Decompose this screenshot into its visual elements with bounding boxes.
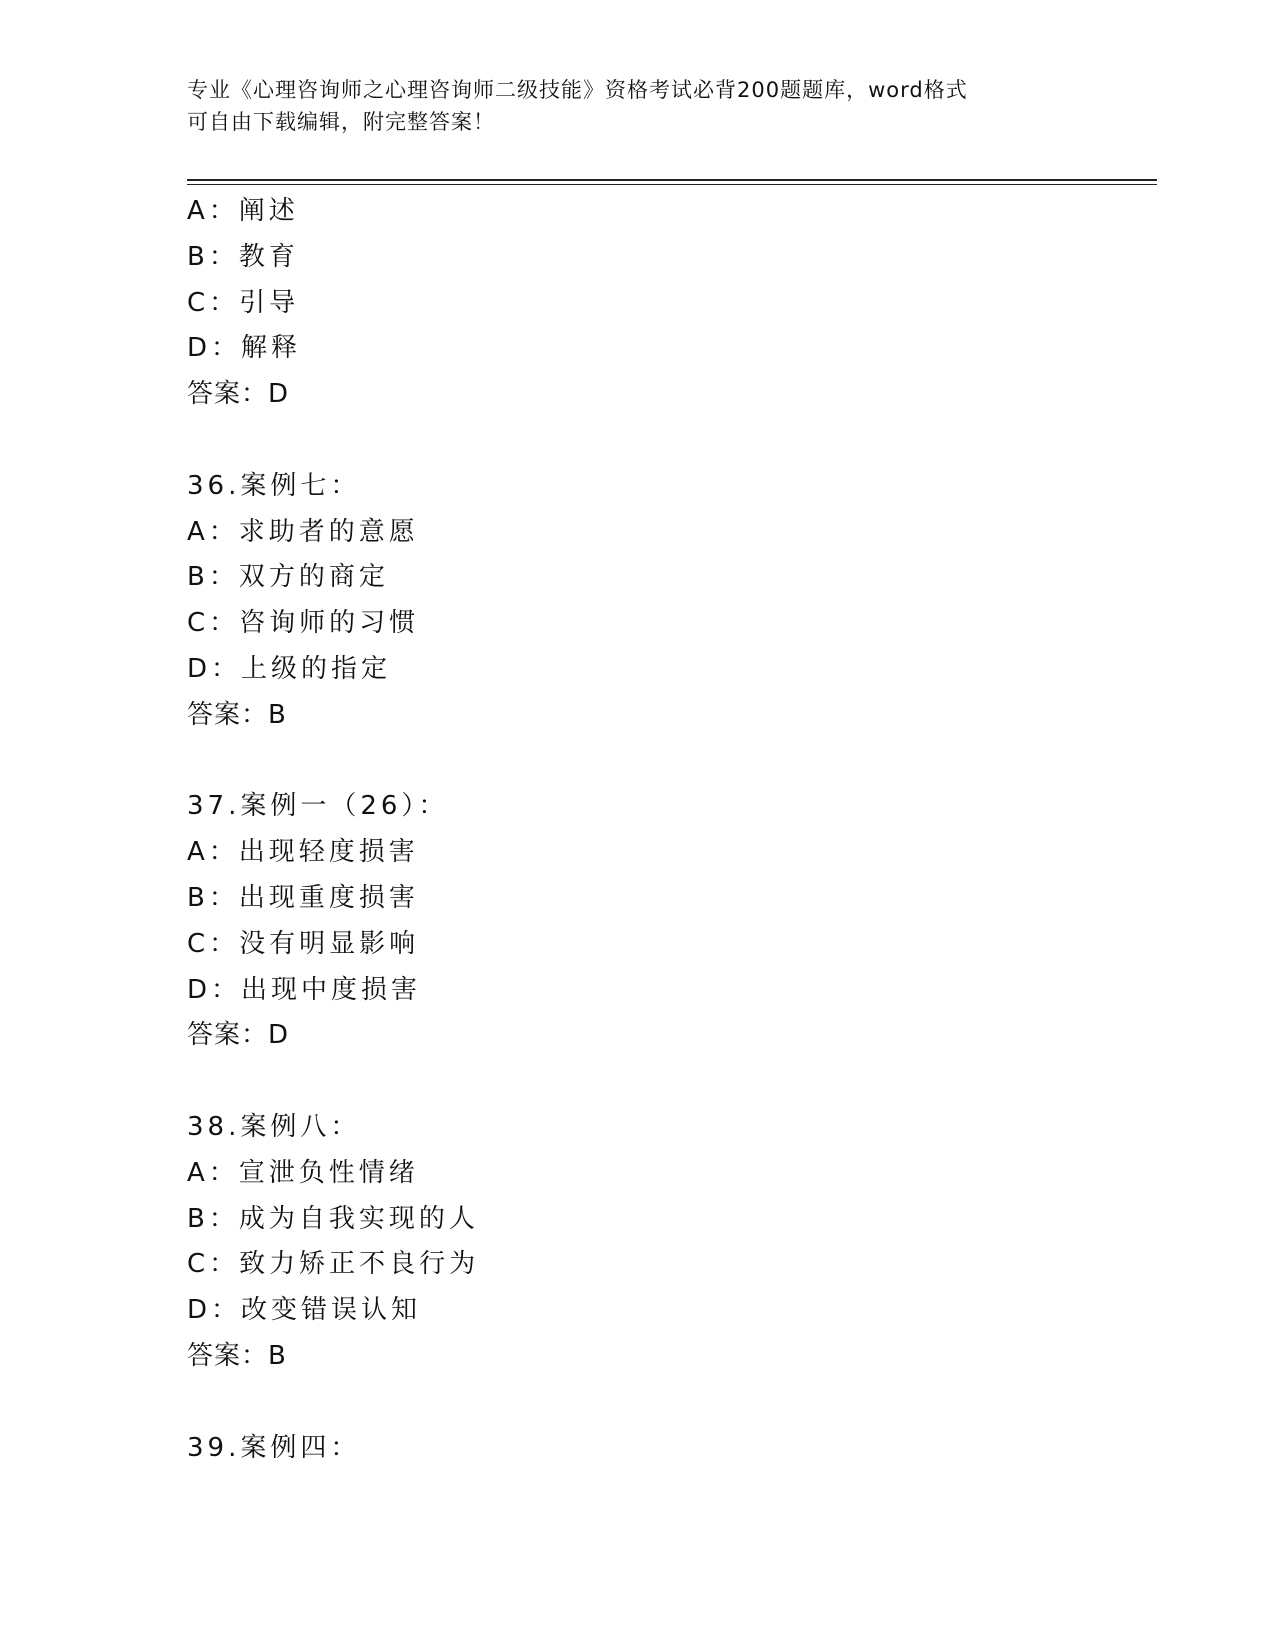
question-title: 38.案例八： xyxy=(187,1111,361,1142)
question-list xyxy=(187,189,1147,1471)
answer: 答案：D xyxy=(187,379,290,410)
question-38 xyxy=(187,1105,1147,1380)
spacer xyxy=(187,1380,1147,1426)
option-c: C：引导 xyxy=(187,287,300,318)
option-c: C：致力矫正不良行为 xyxy=(187,1249,480,1280)
option-b: B：成为自我实现的人 xyxy=(187,1203,479,1234)
option-a: A：求助者的意愿 xyxy=(187,516,419,547)
header-line-2: 可自由下载编辑，附完整答案！ xyxy=(187,110,495,134)
spacer xyxy=(187,739,1147,785)
answer: 答案：D xyxy=(187,1020,290,1051)
option-a: A：宣泄负性情绪 xyxy=(187,1157,419,1188)
spacer xyxy=(187,1059,1147,1105)
option-b: B：出现重度损害 xyxy=(187,882,419,913)
question-title: 39.案例四： xyxy=(187,1432,361,1463)
document-header xyxy=(187,74,1087,138)
option-d: D：解释 xyxy=(187,333,302,364)
option-b: B：双方的商定 xyxy=(187,562,389,593)
answer: 答案：B xyxy=(187,1340,287,1371)
question-37 xyxy=(187,784,1147,1059)
question-title: 37.案例一（26）： xyxy=(187,791,449,822)
header-divider xyxy=(187,179,1157,181)
option-a: A：出现轻度损害 xyxy=(187,837,419,868)
question-39 xyxy=(187,1426,1147,1472)
option-d: D：上级的指定 xyxy=(187,653,392,684)
option-c: C：没有明显影响 xyxy=(187,928,420,959)
option-a: A：阐述 xyxy=(187,196,299,226)
spacer xyxy=(187,418,1147,464)
question-partial xyxy=(187,189,1147,418)
option-b: B：教育 xyxy=(187,241,299,272)
header-line-1: 专业《心理咨询师之心理咨询师二级技能》资格考试必背200题题库，word格式 xyxy=(187,78,968,102)
header-divider-thin xyxy=(187,184,1157,185)
answer: 答案：B xyxy=(187,699,287,730)
option-d: D：出现中度损害 xyxy=(187,974,422,1005)
question-36 xyxy=(187,464,1147,739)
option-c: C：咨询师的习惯 xyxy=(187,608,420,639)
option-d: D：改变错误认知 xyxy=(187,1295,422,1326)
question-title: 36.案例七： xyxy=(187,470,361,501)
